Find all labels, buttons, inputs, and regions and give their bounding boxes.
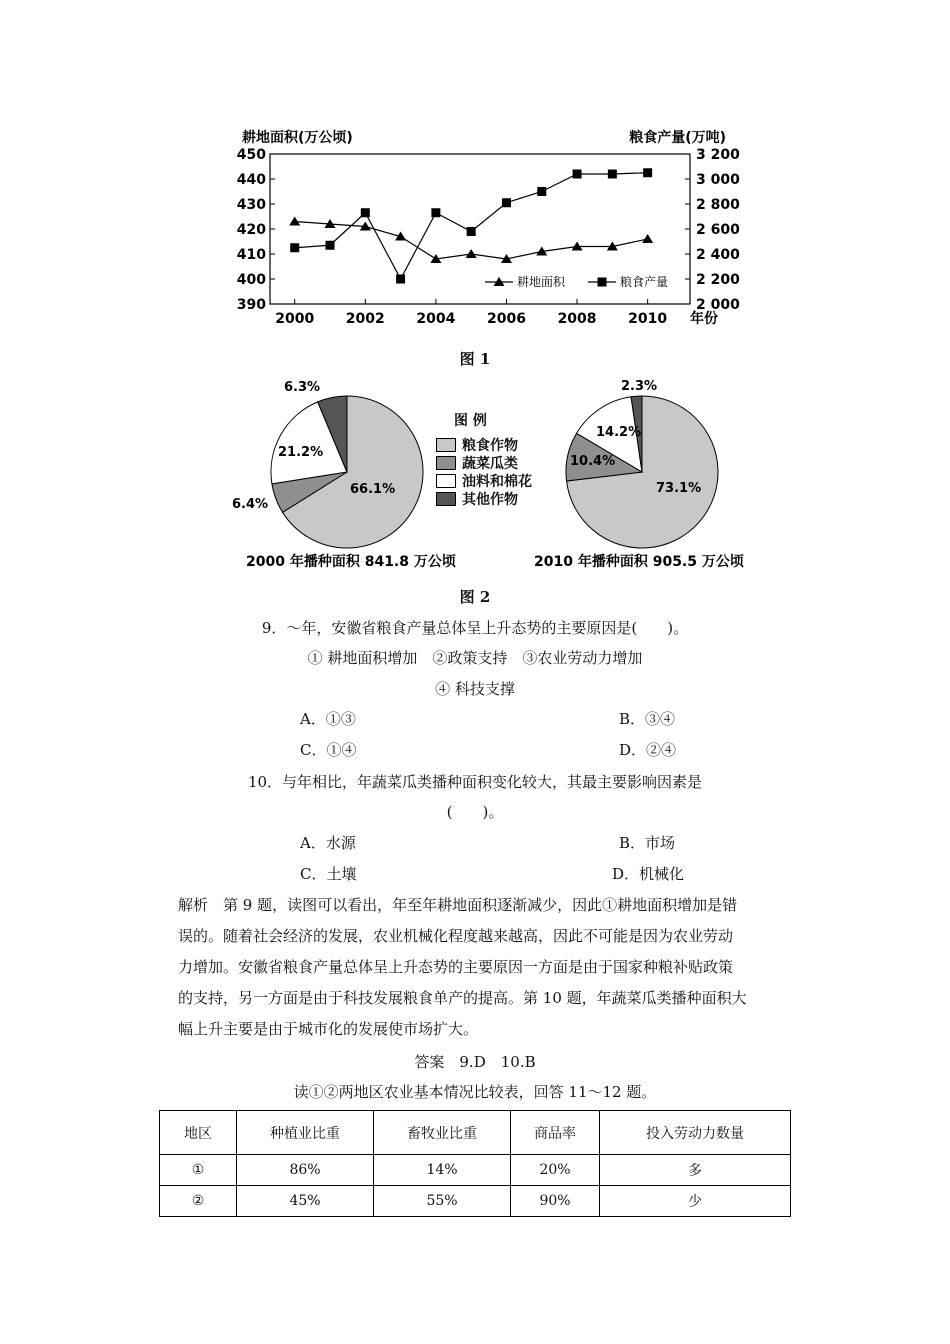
- table-cell: 86%: [237, 1155, 374, 1186]
- pie-2010-label-grain: 73.1%: [656, 481, 702, 496]
- y-right-tick-label: 3 000: [696, 172, 740, 188]
- y-right-tick-label: 2 000: [696, 297, 740, 313]
- table-cell: 少: [600, 1186, 791, 1217]
- q10-paren: ( )。: [446, 803, 504, 821]
- square-point: [361, 208, 370, 217]
- pie-2010-label-other: 2.3%: [621, 379, 658, 394]
- y-right-tick-label: 3 200: [696, 147, 740, 163]
- y-left-axis-label: 耕地面积(万公顷): [242, 130, 353, 146]
- square-point: [608, 170, 617, 179]
- table-cell: 90%: [511, 1186, 600, 1217]
- header-region: 地区: [160, 1111, 237, 1155]
- square-point: [326, 241, 335, 250]
- legend-oil: 油料和棉花: [462, 474, 532, 490]
- figure-1-label: 图 1: [459, 350, 491, 368]
- header-commodity-rate: 商品率: [511, 1111, 600, 1155]
- analysis-line-5: 幅上升主要是由于城市化的发展使市场扩大。: [178, 1020, 479, 1038]
- y-right-tick-label: 2 800: [696, 197, 740, 213]
- series-line-2: [295, 173, 648, 279]
- square-point: [431, 208, 440, 217]
- pie-2010-caption: 2010 年播种面积 905.5 万公顷: [534, 554, 744, 570]
- comparison-table: [159, 1110, 791, 1217]
- analysis: [178, 890, 804, 1045]
- analysis-line-4: 的支持，另一方面是由于科技发展粮食单产的提高。第 10 题，年蔬菜瓜类播种面积大: [178, 989, 747, 1007]
- q10-stem: 10．与年相比，年蔬菜瓜类播种面积变化较大，其最主要影响因素是: [247, 773, 703, 791]
- vegetable-swatch-icon: [436, 456, 456, 470]
- table-cell: 20%: [511, 1155, 600, 1186]
- y-left-tick-label: 420: [236, 222, 266, 238]
- square-point: [537, 187, 546, 196]
- table-cell: ②: [160, 1186, 237, 1217]
- table-cell: ①: [160, 1155, 237, 1186]
- pie-2000-label-oil: 21.2%: [278, 445, 324, 460]
- pie-chart-2010: [520, 370, 760, 580]
- x-tick-label: 2002: [345, 311, 385, 327]
- legend-grain: 粮食作物: [462, 438, 518, 454]
- line-chart: [230, 118, 750, 333]
- triangle-point: [289, 217, 300, 226]
- square-point: [502, 198, 511, 207]
- x-tick-label: 2008: [557, 311, 597, 327]
- square-marker-icon: [598, 278, 607, 287]
- y-right-axis-label: 粮食产量(万吨): [629, 130, 726, 146]
- legend-series-2: 粮食产量: [620, 275, 669, 289]
- analysis-line-3: 力增加。安徽省粮食产量总体呈上升态势的主要原因一方面是由于国家种粮补贴政策: [178, 958, 734, 976]
- chart-legend: [485, 274, 668, 289]
- x-tick-label: 2004: [416, 311, 456, 327]
- square-point: [573, 170, 582, 179]
- x-axis-unit-label: 年份: [690, 311, 718, 327]
- pie-2000-label-grain: 66.1%: [350, 482, 396, 497]
- q9-option-b: B．③④: [619, 710, 676, 728]
- pie-2000-caption: 2000 年播种面积 841.8 万公顷: [246, 554, 456, 570]
- square-point: [467, 227, 476, 236]
- y-left-tick-label: 440: [236, 172, 266, 188]
- q10-option-d: D．机械化: [612, 865, 685, 883]
- q10-option-a: A．水源: [300, 834, 356, 852]
- legend-other: 其他作物: [462, 492, 518, 508]
- legend-title: 图 例: [454, 413, 487, 429]
- square-point: [396, 275, 405, 284]
- pie-2010-label-oil: 14.2%: [596, 425, 642, 440]
- header-crop-share: 种植业比重: [237, 1111, 374, 1155]
- q9-options-line2: ④ 科技支撑: [435, 680, 515, 698]
- y-left-tick-label: 430: [236, 197, 266, 213]
- analysis-line-1: 解析 第 9 题，读图可以看出，年至年耕地面积逐渐减少，因此①耕地面积增加是错: [178, 896, 738, 914]
- grain-swatch-icon: [436, 438, 456, 452]
- x-tick-label: 2010: [628, 311, 668, 327]
- q9-option-a: A．①③: [300, 710, 356, 728]
- legend-vegetable: 蔬菜瓜类: [462, 456, 518, 472]
- analysis-line-2: 误的。随着社会经济的发展，农业机械化程度越来越高，因此不可能是因为农业劳动: [178, 927, 734, 945]
- table-cell: 14%: [374, 1155, 511, 1186]
- pie-2000-label-other: 6.3%: [284, 380, 321, 395]
- y-left-tick-label: 410: [236, 247, 266, 263]
- y-left-tick-label: 400: [236, 272, 266, 288]
- table-cell: 45%: [237, 1186, 374, 1217]
- square-point: [290, 243, 299, 252]
- triangle-point: [642, 234, 653, 243]
- q9-option-c: C．①④: [300, 741, 357, 759]
- table-row: [160, 1155, 791, 1186]
- answer: 答案 9.D 10.B: [414, 1053, 536, 1071]
- table-intro: 读①②两地区农业基本情况比较表，回答 11～12 题。: [293, 1083, 657, 1101]
- y-right-tick-label: 2 400: [696, 247, 740, 263]
- q10-option-c: C．土壤: [300, 865, 357, 883]
- oil-swatch-icon: [436, 474, 456, 488]
- table-cell: 多: [600, 1155, 791, 1186]
- header-livestock-share: 畜牧业比重: [374, 1111, 511, 1155]
- triangle-point: [466, 249, 477, 258]
- q10-option-b: B．市场: [619, 834, 676, 852]
- header-labor-input: 投入劳动力数量: [600, 1111, 791, 1155]
- table-header-row: [160, 1111, 791, 1155]
- q9-option-d: D．②④: [619, 741, 677, 759]
- figure-2-label: 图 2: [459, 588, 491, 606]
- table-row: [160, 1186, 791, 1217]
- pie-2000-label-veg: 6.4%: [232, 497, 269, 512]
- q9-stem: 9．～年，安徽省粮食产量总体呈上升态势的主要原因是( )。: [261, 619, 689, 637]
- x-tick-label: 2006: [486, 311, 526, 327]
- y-left-tick-label: 450: [236, 147, 266, 163]
- x-tick-label: 2000: [275, 311, 315, 327]
- q9-options-line1: ① 耕地面积增加 ②政策支持 ③农业劳动力增加: [307, 649, 643, 667]
- other-swatch-icon: [436, 492, 456, 506]
- y-right-tick-label: 2 200: [696, 272, 740, 288]
- square-point: [643, 168, 652, 177]
- table-cell: 55%: [374, 1186, 511, 1217]
- legend-series-1: 耕地面积: [517, 275, 566, 289]
- y-left-tick-label: 390: [236, 297, 266, 313]
- y-right-tick-label: 2 600: [696, 222, 740, 238]
- pie-2010-label-veg: 10.4%: [570, 454, 616, 469]
